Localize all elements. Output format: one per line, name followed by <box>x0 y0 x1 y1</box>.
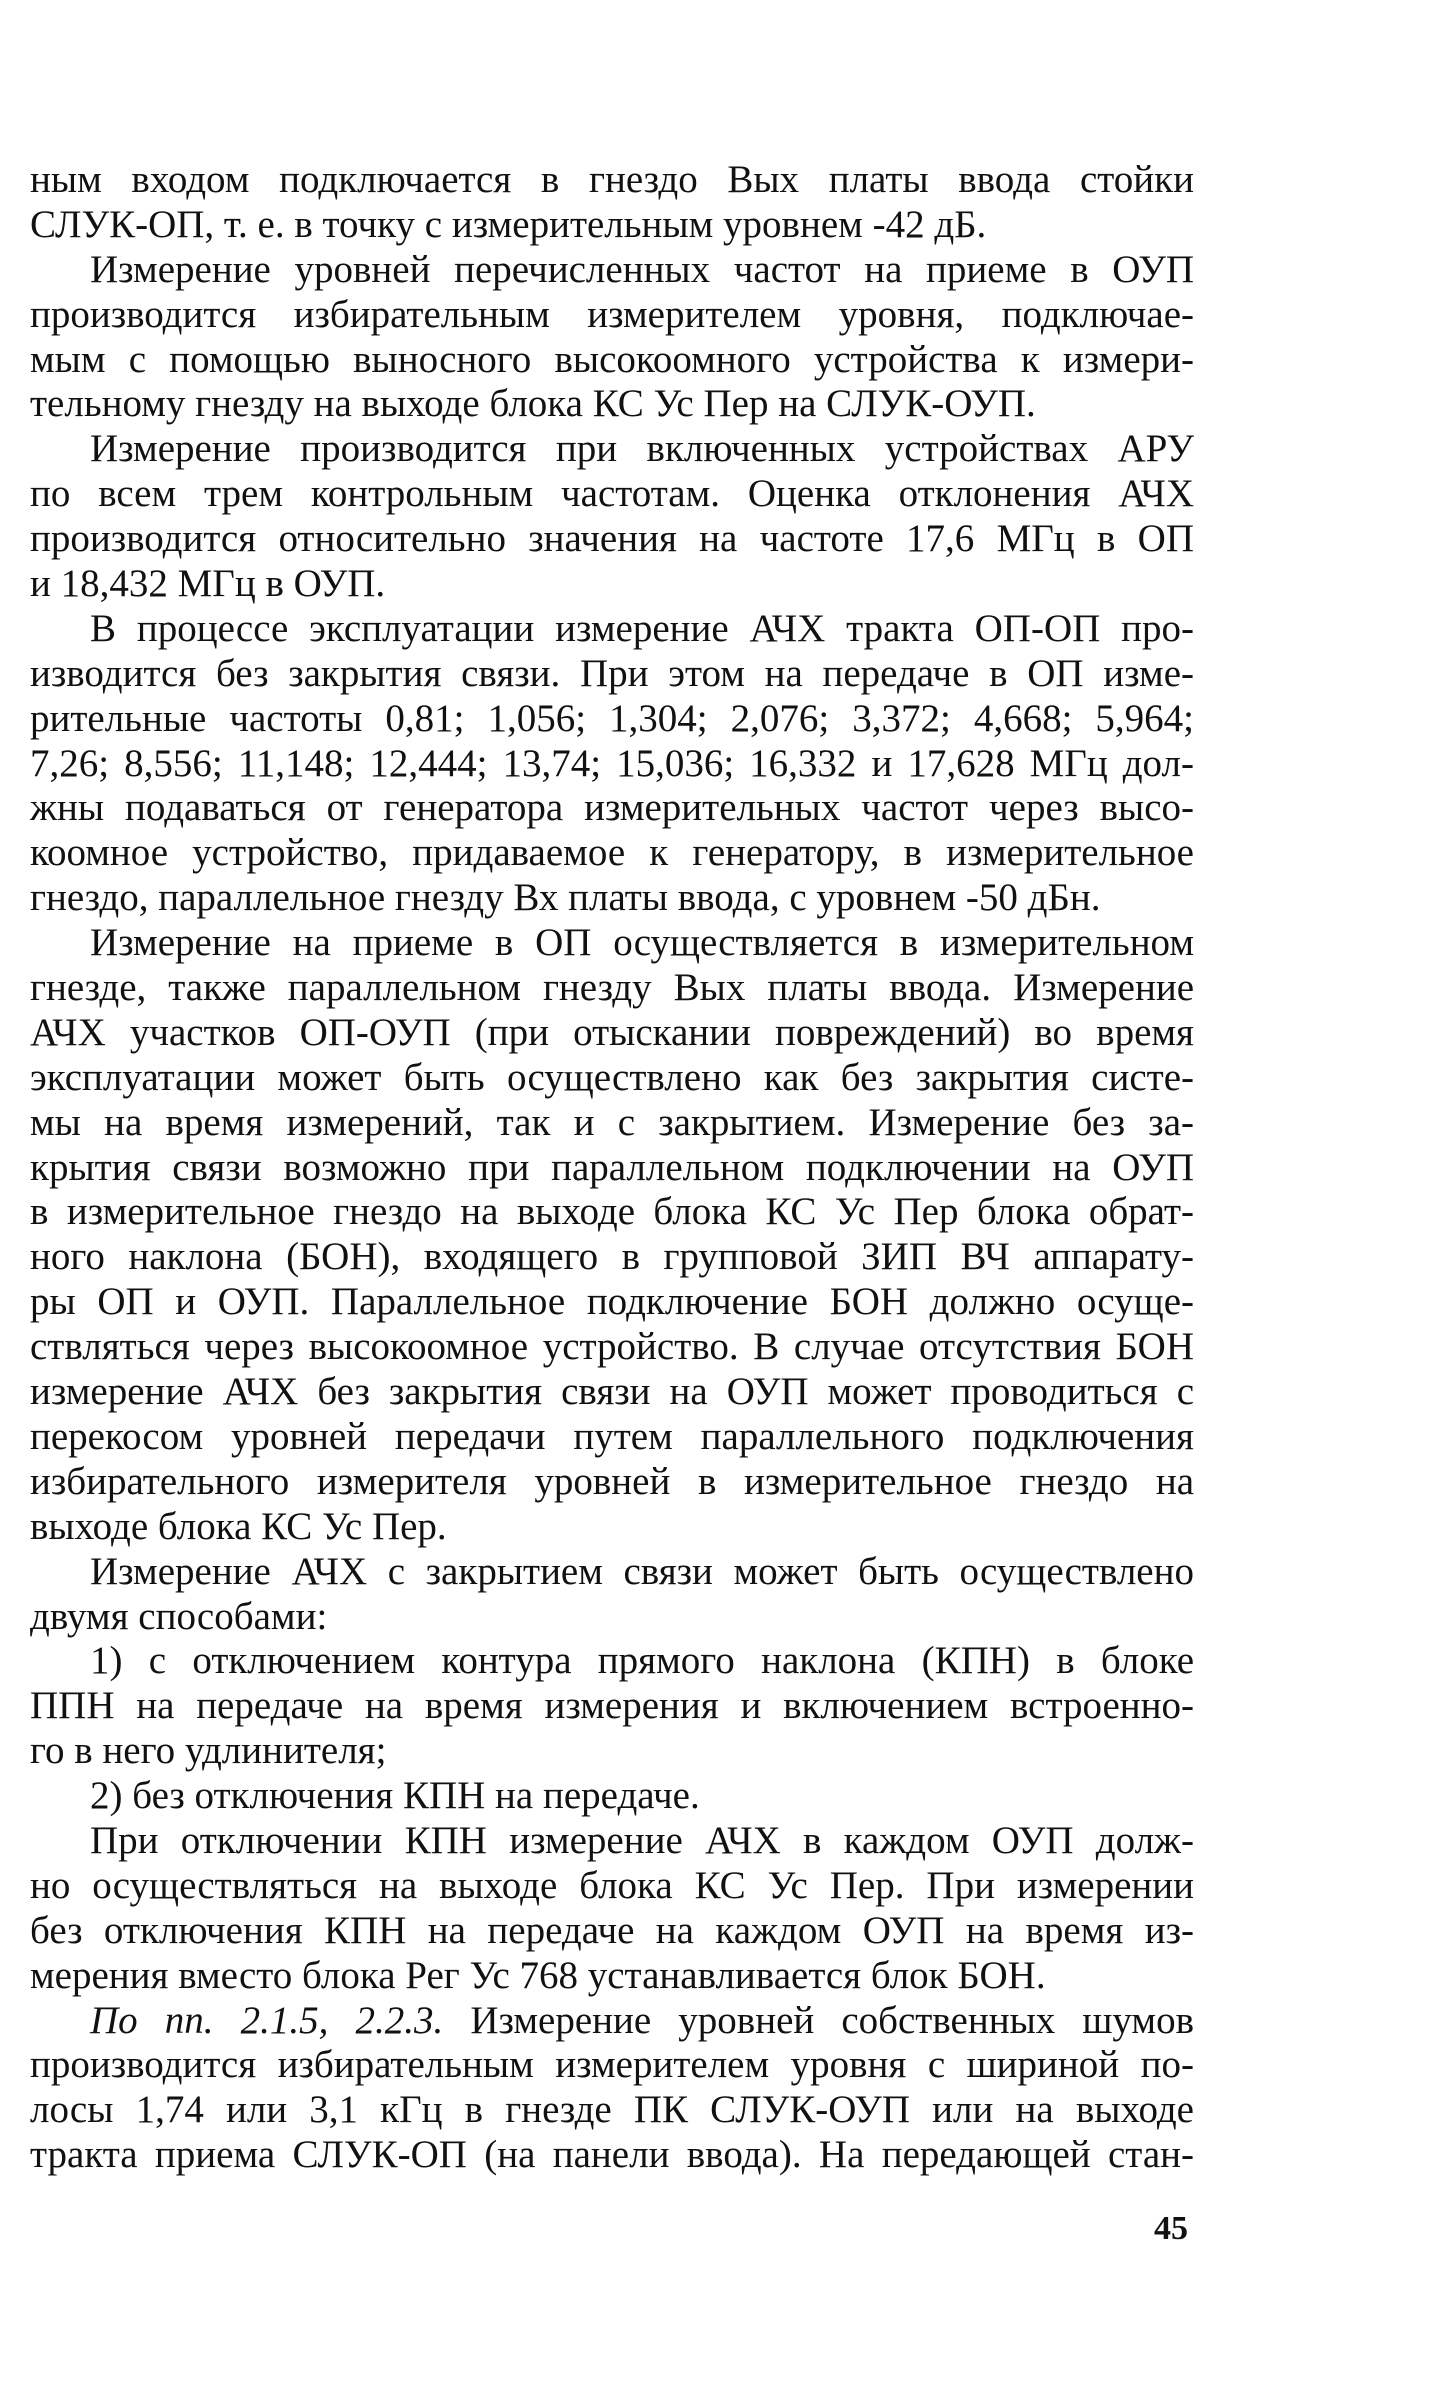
text-line: избирательного измерителя уровней в измерительное гнездо на <box>30 1459 1194 1503</box>
text-line: без отключения КПН на передаче на каждом ОУП на время из- <box>30 1908 1194 1952</box>
text-line: 7,26; 8,556; 11,148; 12,444; 13,74; 15,036; 16,332 и 17,628 МГц дол- <box>30 741 1194 785</box>
body-text <box>30 158 1194 2178</box>
text-line: гнездо, параллельное гнезду Вх платы ввода, с уровнем -50 дБн. <box>30 876 1101 920</box>
text-line <box>30 1999 1194 2044</box>
page-number: 45 <box>1154 2210 1188 2247</box>
text-line: мерения вместо блока Рег Ус 768 устанавливается блок БОН. <box>30 1953 1046 1997</box>
text-line: рительные частоты 0,81; 1,056; 1,304; 2,076; 3,372; 4,668; 5,964; <box>30 696 1194 740</box>
text-line: Измерение АЧХ с закрытием связи может быть осуществлено <box>90 1549 1194 1593</box>
text-line: в измерительное гнездо на выходе блока КС Ус Пер блока обрат- <box>30 1190 1194 1234</box>
text-line: 1) с отключением контура прямого наклона (КПН) в блоке <box>90 1639 1194 1683</box>
text-line: Измерение на приеме в ОП осуществляется в измерительном <box>90 921 1194 965</box>
text-line: лосы 1,74 или 3,1 кГц в гнезде ПК СЛУК-ОУП или на выходе <box>30 2088 1194 2132</box>
text-line: эксплуатации может быть осуществлено как без закрытия систе- <box>30 1055 1194 1099</box>
text-line: производится относительно значения на частоте 17,6 МГц в ОП <box>30 517 1194 561</box>
text-line: производится избирательным измерителем уровня с шириной по- <box>30 2043 1194 2087</box>
text-line: перекосом уровней передачи путем параллельного подключения <box>30 1414 1194 1458</box>
text-line: двумя способами: <box>30 1594 328 1638</box>
text-line: АЧХ участков ОП-ОУП (при отыскании повреждений) во время <box>30 1010 1194 1054</box>
text-fragment: Измерение уровней собственных шумов <box>470 1998 1194 2042</box>
text-line: СЛУК-ОП, т. е. в точку с измерительным уровнем -42 дБ. <box>30 202 987 246</box>
text-line: по всем трем контрольным частотам. Оценка отклонения АЧХ <box>30 472 1194 516</box>
text-line: ного наклона (БОН), входящего в групповой ЗИП ВЧ аппарату- <box>30 1235 1194 1279</box>
text-line: го в него удлинителя; <box>30 1729 387 1773</box>
text-line: жны подаваться от генератора измерительных частот через высо- <box>30 786 1194 830</box>
text-line: При отключении КПН измерение АЧХ в каждом ОУП долж- <box>90 1818 1194 1862</box>
text-line: выходе блока КС Ус Пер. <box>30 1504 447 1548</box>
text-line: измерение АЧХ без закрытия связи на ОУП может проводиться с <box>30 1370 1194 1414</box>
text-line: изводится без закрытия связи. При этом на передаче в ОП изме- <box>30 651 1194 695</box>
text-line: гнезде, также параллельном гнезду Вых платы ввода. Измерение <box>30 966 1194 1010</box>
text-line: и 18,432 МГц в ОУП. <box>30 562 386 606</box>
text-line: ры ОП и ОУП. Параллельное подключение БОН должно осуще- <box>30 1280 1194 1324</box>
text-line: Измерение уровней перечисленных частот на приеме в ОУП <box>90 247 1194 291</box>
text-line: крытия связи возможно при параллельном подключении на ОУП <box>30 1145 1194 1189</box>
text-line: тельному гнезду на выходе блока КС Ус Пер на СЛУК-ОУП. <box>30 382 1036 426</box>
text-line: ным входом подключается в гнездо Вых платы ввода стойки <box>30 158 1194 201</box>
text-line: Измерение производится при включенных устройствах АРУ <box>90 427 1194 471</box>
text-line: тракта приема СЛУК-ОП (на панели ввода). На передающей стан- <box>30 2133 1194 2177</box>
text-line: производится избирательным измерителем уровня, подключае- <box>30 292 1194 336</box>
text-line: коомное устройство, придаваемое к генератору, в измерительное <box>30 831 1194 875</box>
section-reference: По пп. 2.1.5, 2.2.3. <box>90 1998 444 2042</box>
text-line: мым с помощью выносного высокоомного устройства к измери- <box>30 337 1194 381</box>
text-line: В процессе эксплуатации измерение АЧХ тракта ОП-ОП про- <box>90 606 1194 650</box>
text-line: ППН на передаче на время измерения и включением встроенно- <box>30 1684 1194 1728</box>
text-line: ствляться через высокоомное устройство. В случае отсутствия БОН <box>30 1325 1194 1369</box>
text-line: но осуществляться на выходе блока КС Ус Пер. При измерении <box>30 1863 1194 1907</box>
text-line: мы на время измерений, так и с закрытием. Измерение без за- <box>30 1100 1194 1144</box>
text-line: 2) без отключения КПН на передаче. <box>90 1774 700 1818</box>
